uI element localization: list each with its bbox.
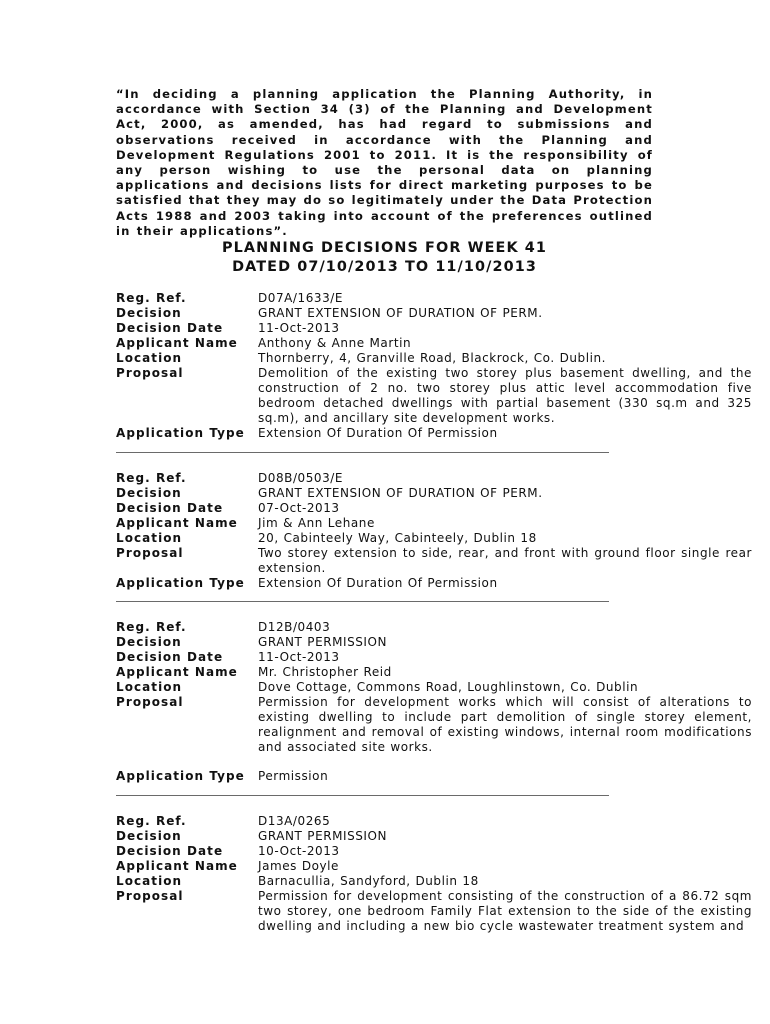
reg-ref-row	[116, 814, 752, 829]
application-type-row	[116, 576, 752, 591]
applicant-name-row	[116, 859, 752, 874]
location-row	[116, 874, 752, 889]
proposal-row	[116, 889, 752, 934]
data-protection-disclaimer: “In deciding a planning application the Planning Authority, in accordance with Section 34 (3) of the Planning and Development Act, 2000, as amended, has had regard to submissions and observations received in accordance with the Planning and Development Regulations 2001 to 2011. It is the responsibility of any person wishing to use the personal data on planning applications and decisions lists for direct marketing purposes to be satisfied that they may do so legitimately under the Data Protection Acts 1988 and 2003 taking into account of the preferences outlined in their applications”.	[116, 87, 654, 238]
reg-ref-label: Reg. Ref.	[116, 471, 187, 485]
application-type-label: Application Type	[116, 426, 245, 440]
applicant-name-label: Applicant Name	[116, 336, 238, 350]
decision-row	[116, 306, 752, 321]
page-title: PLANNING DECISIONS FOR WEEK 41	[221, 240, 548, 256]
reg-ref-row	[116, 471, 752, 486]
decision-record	[116, 814, 752, 934]
decision-date-row	[116, 501, 752, 516]
reg-ref-label: Reg. Ref.	[116, 291, 187, 305]
decision-row	[116, 829, 752, 844]
decision-date-value: 11-Oct-2013	[258, 321, 340, 335]
decision-date-value: 11-Oct-2013	[258, 650, 340, 664]
decision-value: GRANT EXTENSION OF DURATION OF PERM.	[258, 306, 543, 320]
applicant-name-row	[116, 516, 752, 531]
applicant-name-value: Mr. Christopher Reid	[258, 665, 392, 679]
location-value: Thornberry, 4, Granville Road, Blackrock, Co. Dublin.	[258, 351, 606, 365]
record-separator	[116, 452, 609, 453]
reg-ref-value: D07A/1633/E	[258, 291, 343, 305]
location-label: Location	[116, 351, 183, 365]
decision-date-row	[116, 321, 752, 336]
decision-date-row	[116, 650, 752, 665]
reg-ref-label: Reg. Ref.	[116, 814, 187, 828]
applicant-name-value: Anthony & Anne Martin	[258, 336, 412, 350]
applicant-name-label: Applicant Name	[116, 516, 238, 530]
blank-line	[116, 755, 752, 769]
decision-date-row	[116, 844, 752, 859]
application-type-value: Extension Of Duration Of Permission	[258, 426, 498, 440]
decision-row	[116, 486, 752, 501]
location-row	[116, 531, 752, 546]
reg-ref-row	[116, 291, 752, 306]
proposal-label: Proposal	[116, 695, 184, 709]
decision-date-label: Decision Date	[116, 501, 224, 515]
decision-record	[116, 471, 752, 591]
decision-date-label: Decision Date	[116, 844, 224, 858]
decision-date-label: Decision Date	[116, 321, 224, 335]
applicant-name-value: James Doyle	[258, 859, 339, 873]
proposal-value: Permission for development works which will consist of alterations to existing dwelling to include part demolition of single storey element, realignment and removal of existing windows, internal room modifications and associated site works.	[258, 695, 752, 754]
proposal-row	[116, 546, 752, 576]
proposal-row	[116, 366, 752, 426]
application-type-label: Application Type	[116, 576, 245, 590]
decision-value: GRANT PERMISSION	[258, 635, 388, 649]
date-range-subtitle: DATED 07/10/2013 TO 11/10/2013	[232, 259, 537, 275]
applicant-name-row	[116, 336, 752, 351]
proposal-value: Demolition of the existing two storey plus basement dwelling, and the construction of 2 no. two storey plus attic level accommodation five bedroom detached dwellings with partial basement (330 sq.m and 325 sq.m), and ancillary site development works.	[258, 366, 752, 425]
decision-date-value: 10-Oct-2013	[258, 844, 340, 858]
proposal-row	[116, 695, 752, 755]
decision-value: GRANT PERMISSION	[258, 829, 388, 843]
proposal-value: Two storey extension to side, rear, and front with ground floor single rear extension.	[258, 546, 752, 575]
reg-ref-value: D08B/0503/E	[258, 471, 343, 485]
location-row	[116, 351, 752, 366]
proposal-value: Permission for development consisting of the construction of a 86.72 sqm two storey, one bedroom Family Flat extension to the side of the existing dwelling and including a new bio cycle wastewater treatment system and	[258, 889, 752, 933]
location-value: Dove Cottage, Commons Road, Loughlinstown, Co. Dublin	[258, 680, 639, 694]
decision-record	[116, 620, 752, 784]
applicant-name-label: Applicant Name	[116, 859, 238, 873]
reg-ref-value: D12B/0403	[258, 620, 331, 634]
decision-label: Decision	[116, 829, 182, 843]
record-separator	[116, 601, 609, 602]
applicant-name-label: Applicant Name	[116, 665, 238, 679]
location-row	[116, 680, 752, 695]
applicant-name-row	[116, 665, 752, 680]
location-value: Barnacullia, Sandyford, Dublin 18	[258, 874, 479, 888]
application-type-value: Permission	[258, 769, 329, 783]
decision-label: Decision	[116, 486, 182, 500]
reg-ref-value: D13A/0265	[258, 814, 331, 828]
decision-date-label: Decision Date	[116, 650, 224, 664]
reg-ref-label: Reg. Ref.	[116, 620, 187, 634]
decision-value: GRANT EXTENSION OF DURATION OF PERM.	[258, 486, 543, 500]
location-label: Location	[116, 680, 183, 694]
location-value: 20, Cabinteely Way, Cabinteely, Dublin 18	[258, 531, 537, 545]
proposal-label: Proposal	[116, 366, 184, 380]
proposal-label: Proposal	[116, 889, 184, 903]
decision-date-value: 07-Oct-2013	[258, 501, 340, 515]
location-label: Location	[116, 874, 183, 888]
application-type-row	[116, 769, 752, 784]
reg-ref-row	[116, 620, 752, 635]
decision-row	[116, 635, 752, 650]
decision-record	[116, 291, 752, 441]
proposal-label: Proposal	[116, 546, 184, 560]
decision-label: Decision	[116, 635, 182, 649]
decision-label: Decision	[116, 306, 182, 320]
application-type-label: Application Type	[116, 769, 245, 783]
location-label: Location	[116, 531, 183, 545]
application-type-row	[116, 426, 752, 441]
applicant-name-value: Jim & Ann Lehane	[258, 516, 375, 530]
record-separator	[116, 795, 609, 796]
application-type-value: Extension Of Duration Of Permission	[258, 576, 498, 590]
